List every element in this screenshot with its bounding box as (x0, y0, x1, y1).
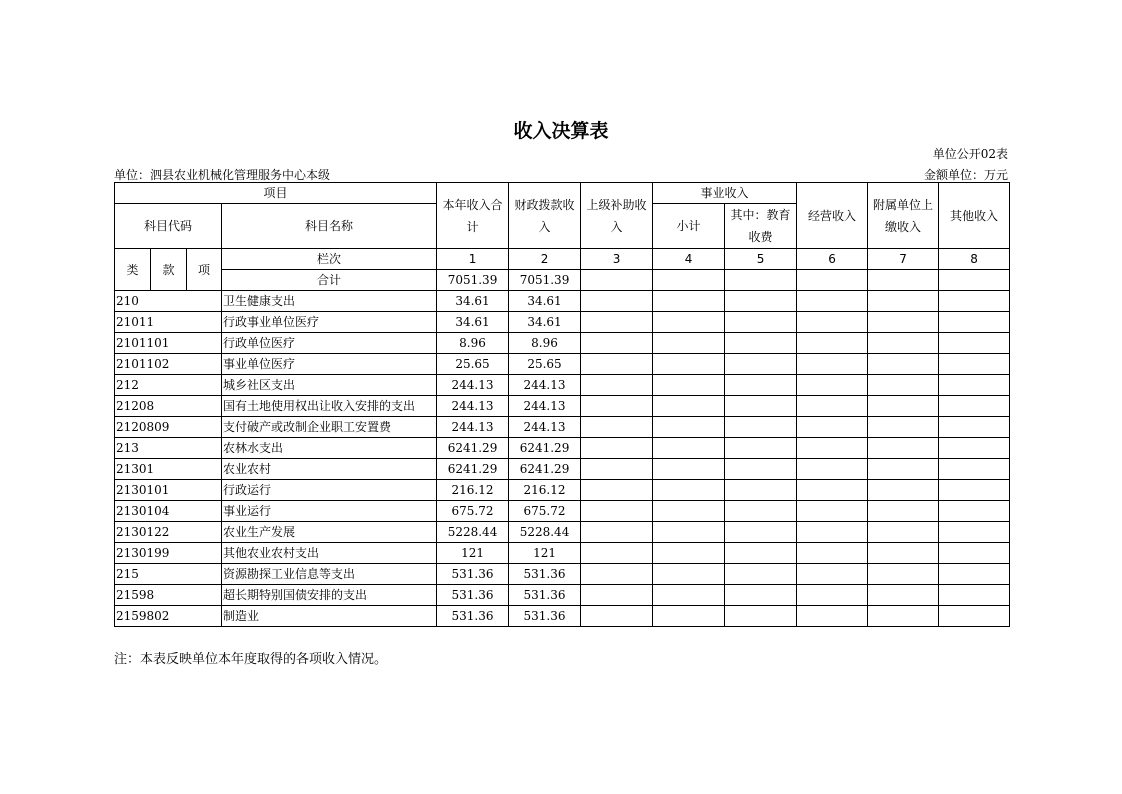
empty-cell (653, 396, 725, 417)
subject-code: 2120809 (115, 417, 222, 438)
empty-cell (797, 522, 868, 543)
header-row-1 (115, 183, 1010, 204)
empty-cell (868, 312, 939, 333)
col-num-3: 3 (581, 249, 653, 270)
empty-cell (725, 438, 797, 459)
empty-cell (939, 501, 1010, 522)
empty-cell (725, 291, 797, 312)
empty-cell (797, 564, 868, 585)
empty-cell (939, 312, 1010, 333)
empty-cell (653, 417, 725, 438)
empty-cell (797, 417, 868, 438)
empty-cell (868, 543, 939, 564)
empty-cell (581, 438, 653, 459)
subject-code: 2130122 (115, 522, 222, 543)
total-income: 531.36 (437, 564, 509, 585)
empty-cell (653, 522, 725, 543)
subject-name: 农业生产发展 (222, 522, 437, 543)
fiscal-income: 121 (509, 543, 581, 564)
empty-cell (581, 522, 653, 543)
empty-cell (653, 606, 725, 627)
fiscal-income: 25.65 (509, 354, 581, 375)
empty-cell (725, 333, 797, 354)
empty-cell (653, 375, 725, 396)
data-rows (115, 291, 1010, 627)
empty-cell (868, 459, 939, 480)
total-income: 244.13 (437, 396, 509, 417)
table-row (115, 417, 1010, 438)
fiscal-income: 531.36 (509, 585, 581, 606)
empty-cell (797, 291, 868, 312)
subject-code: 2130101 (115, 480, 222, 501)
empty-cell (868, 606, 939, 627)
empty-cell (581, 480, 653, 501)
empty-cell (939, 438, 1010, 459)
empty-cell (581, 291, 653, 312)
table-row (115, 312, 1010, 333)
empty-cell (581, 270, 653, 291)
col-num-2: 2 (509, 249, 581, 270)
subject-name: 农业农村 (222, 459, 437, 480)
subject-name: 超长期特别国债安排的支出 (222, 585, 437, 606)
total-income: 25.65 (437, 354, 509, 375)
subject-code: 21208 (115, 396, 222, 417)
subject-code: 2101102 (115, 354, 222, 375)
header-kuan: 款 (151, 249, 187, 291)
table-row (115, 585, 1010, 606)
header-name: 科目名称 (222, 204, 437, 249)
header-subtotal: 小计 (653, 204, 725, 249)
subject-name: 其他农业农村支出 (222, 543, 437, 564)
empty-cell (725, 375, 797, 396)
col-number-row (115, 249, 1010, 270)
col-num-8: 8 (939, 249, 1010, 270)
empty-cell (939, 270, 1010, 291)
col-num-6: 6 (797, 249, 868, 270)
empty-cell (939, 396, 1010, 417)
empty-cell (653, 291, 725, 312)
total-income: 6241.29 (437, 459, 509, 480)
subject-name: 农林水支出 (222, 438, 437, 459)
empty-cell (939, 543, 1010, 564)
fiscal-income: 531.36 (509, 606, 581, 627)
empty-cell (939, 333, 1010, 354)
fiscal-income: 6241.29 (509, 459, 581, 480)
empty-cell (939, 459, 1010, 480)
total-income: 675.72 (437, 501, 509, 522)
empty-cell (581, 606, 653, 627)
empty-cell (797, 585, 868, 606)
empty-cell (939, 480, 1010, 501)
empty-cell (581, 312, 653, 333)
total-income: 121 (437, 543, 509, 564)
header-code: 科目代码 (115, 204, 222, 249)
empty-cell (725, 354, 797, 375)
empty-cell (939, 354, 1010, 375)
col-num-4: 4 (653, 249, 725, 270)
subject-name: 支付破产或改制企业职工安置费 (222, 417, 437, 438)
table-row (115, 354, 1010, 375)
total-income: 244.13 (437, 417, 509, 438)
empty-cell (797, 606, 868, 627)
empty-cell (653, 543, 725, 564)
empty-cell (868, 585, 939, 606)
table-row (115, 522, 1010, 543)
empty-cell (797, 480, 868, 501)
subject-code: 215 (115, 564, 222, 585)
subject-code: 21598 (115, 585, 222, 606)
empty-cell (797, 270, 868, 291)
table-row (115, 333, 1010, 354)
subject-code: 2101101 (115, 333, 222, 354)
fiscal-income: 531.36 (509, 564, 581, 585)
empty-cell (797, 375, 868, 396)
empty-cell (581, 585, 653, 606)
col-label: 栏次 (222, 249, 437, 270)
table-row (115, 564, 1010, 585)
empty-cell (939, 291, 1010, 312)
empty-cell (939, 417, 1010, 438)
header-edu: 其中：教育收费 (725, 204, 797, 249)
empty-cell (797, 438, 868, 459)
empty-cell (725, 606, 797, 627)
table-row (115, 501, 1010, 522)
empty-cell (797, 396, 868, 417)
empty-cell (939, 606, 1010, 627)
empty-cell (725, 501, 797, 522)
empty-cell (725, 564, 797, 585)
empty-cell (868, 396, 939, 417)
empty-cell (939, 564, 1010, 585)
page-title: 收入决算表 (513, 120, 609, 142)
subject-name: 事业运行 (222, 501, 437, 522)
empty-cell (653, 564, 725, 585)
amount-unit-label: 金额单位：万元 (923, 168, 1008, 182)
col-num-1: 1 (437, 249, 509, 270)
total-income: 531.36 (437, 585, 509, 606)
empty-cell (797, 543, 868, 564)
fiscal-income: 216.12 (509, 480, 581, 501)
empty-cell (725, 417, 797, 438)
header-total: 本年收入合计 (437, 183, 509, 249)
table-row (115, 375, 1010, 396)
empty-cell (868, 417, 939, 438)
empty-cell (581, 564, 653, 585)
income-table (114, 182, 1010, 627)
table-row (115, 459, 1010, 480)
empty-cell (653, 270, 725, 291)
header-operating: 经营收入 (797, 183, 868, 249)
subject-name: 行政运行 (222, 480, 437, 501)
subject-code: 2159802 (115, 606, 222, 627)
subject-code: 213 (115, 438, 222, 459)
empty-cell (725, 480, 797, 501)
empty-cell (581, 375, 653, 396)
empty-cell (868, 291, 939, 312)
empty-cell (653, 459, 725, 480)
total-income: 34.61 (437, 312, 509, 333)
col-num-5: 5 (725, 249, 797, 270)
empty-cell (797, 333, 868, 354)
unit-label: 单位：泗县农业机械化管理服务中心本级 (114, 168, 331, 182)
fiscal-income: 8.96 (509, 333, 581, 354)
subject-name: 行政事业单位医疗 (222, 312, 437, 333)
empty-cell (725, 585, 797, 606)
table-row (115, 606, 1010, 627)
empty-cell (581, 354, 653, 375)
header-affiliated: 附属单位上缴收入 (868, 183, 939, 249)
empty-cell (653, 585, 725, 606)
empty-cell (581, 459, 653, 480)
empty-cell (868, 270, 939, 291)
empty-cell (939, 522, 1010, 543)
subject-name: 国有土地使用权出让收入安排的支出 (222, 396, 437, 417)
empty-cell (797, 501, 868, 522)
empty-cell (653, 354, 725, 375)
empty-cell (939, 585, 1010, 606)
subject-name: 资源勘探工业信息等支出 (222, 564, 437, 585)
empty-cell (868, 522, 939, 543)
total-income: 216.12 (437, 480, 509, 501)
empty-cell (725, 459, 797, 480)
sum-fiscal: 7051.39 (509, 270, 581, 291)
empty-cell (868, 501, 939, 522)
header-other: 其他收入 (939, 183, 1010, 249)
subject-code: 21301 (115, 459, 222, 480)
fiscal-income: 675.72 (509, 501, 581, 522)
sum-row (115, 270, 1010, 291)
subject-code: 210 (115, 291, 222, 312)
empty-cell (581, 543, 653, 564)
header-superior: 上级补助收入 (581, 183, 653, 249)
subject-code: 2130199 (115, 543, 222, 564)
empty-cell (797, 459, 868, 480)
total-income: 34.61 (437, 291, 509, 312)
empty-cell (725, 312, 797, 333)
subject-name: 事业单位医疗 (222, 354, 437, 375)
total-income: 8.96 (437, 333, 509, 354)
header-lei: 类 (115, 249, 151, 291)
subject-name: 制造业 (222, 606, 437, 627)
empty-cell (868, 333, 939, 354)
total-income: 531.36 (437, 606, 509, 627)
empty-cell (581, 396, 653, 417)
table-row (115, 543, 1010, 564)
subject-code: 212 (115, 375, 222, 396)
empty-cell (581, 417, 653, 438)
empty-cell (725, 543, 797, 564)
empty-cell (797, 354, 868, 375)
subject-code: 21011 (115, 312, 222, 333)
fiscal-income: 244.13 (509, 375, 581, 396)
fiscal-income: 6241.29 (509, 438, 581, 459)
total-income: 244.13 (437, 375, 509, 396)
fiscal-income: 5228.44 (509, 522, 581, 543)
empty-cell (581, 501, 653, 522)
header-xiang: 项 (187, 249, 222, 291)
table-row (115, 291, 1010, 312)
table-row (115, 480, 1010, 501)
empty-cell (725, 396, 797, 417)
empty-cell (868, 480, 939, 501)
form-number: 单位公开02表 (932, 147, 1008, 161)
subject-name: 城乡社区支出 (222, 375, 437, 396)
empty-cell (939, 375, 1010, 396)
table-row (115, 396, 1010, 417)
empty-cell (868, 375, 939, 396)
empty-cell (581, 333, 653, 354)
header-business: 事业收入 (653, 183, 797, 204)
fiscal-income: 34.61 (509, 291, 581, 312)
header-item: 项目 (115, 183, 437, 204)
empty-cell (653, 438, 725, 459)
fiscal-income: 244.13 (509, 417, 581, 438)
empty-cell (725, 522, 797, 543)
sum-label: 合计 (222, 270, 437, 291)
empty-cell (868, 438, 939, 459)
empty-cell (725, 270, 797, 291)
empty-cell (653, 333, 725, 354)
empty-cell (797, 312, 868, 333)
table-row (115, 438, 1010, 459)
empty-cell (653, 501, 725, 522)
total-income: 5228.44 (437, 522, 509, 543)
empty-cell (868, 354, 939, 375)
fiscal-income: 244.13 (509, 396, 581, 417)
total-income: 6241.29 (437, 438, 509, 459)
empty-cell (653, 480, 725, 501)
empty-cell (653, 312, 725, 333)
empty-cell (868, 564, 939, 585)
fiscal-income: 34.61 (509, 312, 581, 333)
footnote: 注：本表反映单位本年度取得的各项收入情况。 (114, 652, 388, 667)
subject-code: 2130104 (115, 501, 222, 522)
subject-name: 行政单位医疗 (222, 333, 437, 354)
sum-total: 7051.39 (437, 270, 509, 291)
col-num-7: 7 (868, 249, 939, 270)
header-fiscal: 财政拨款收入 (509, 183, 581, 249)
subject-name: 卫生健康支出 (222, 291, 437, 312)
